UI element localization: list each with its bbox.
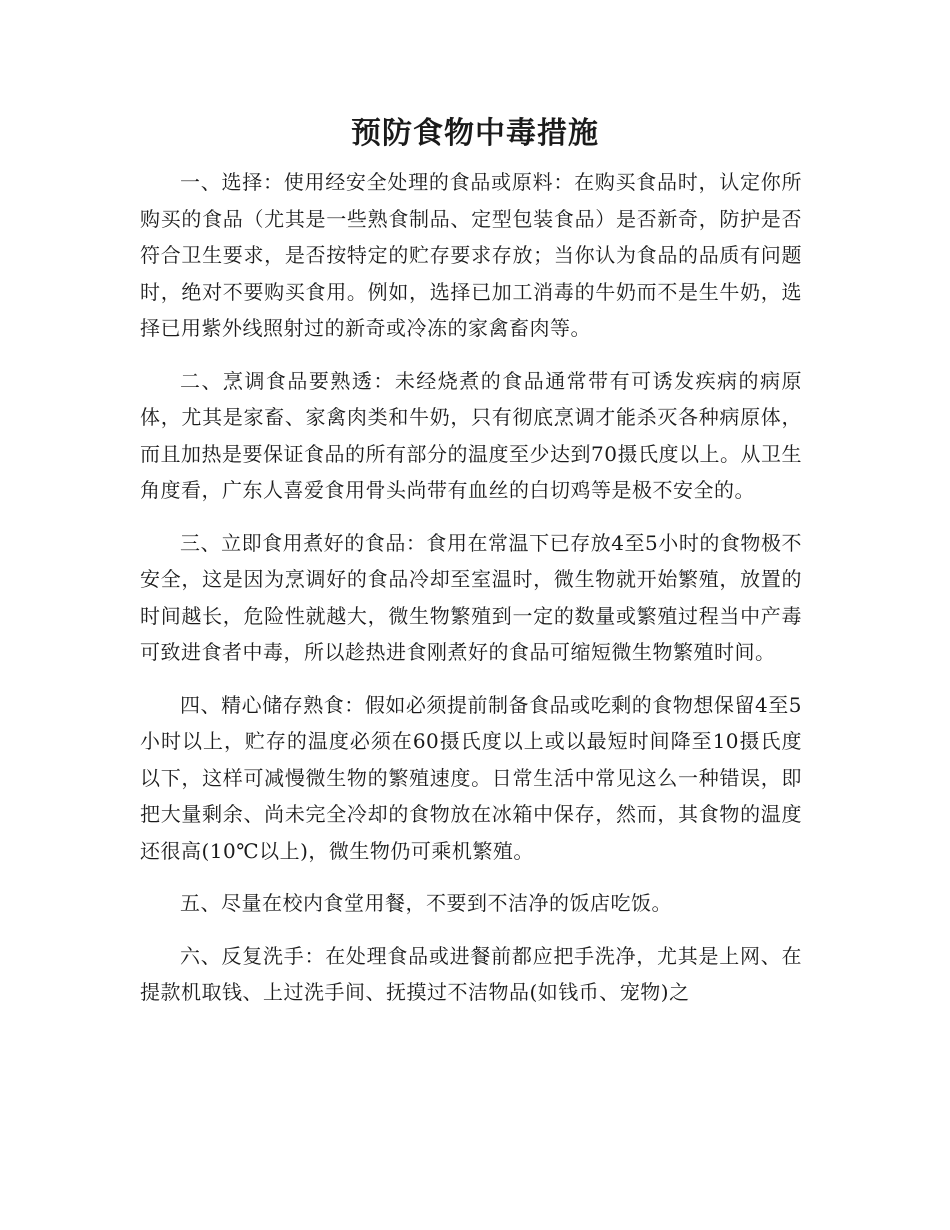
document-body — [140, 164, 802, 1011]
paragraph-spacer — [140, 509, 802, 525]
paragraph-4: 四、精心储存熟食：假如必须提前制备食品或吃剩的食物想保留4至5小时以上，贮存的温度必须在60摄氏度以上或以最短时间降至10摄氏度以下，这样可减慢微生物的繁殖速度。日常生活中常见这么一种错误，即把大量剩余、尚未完全冷却的食物放在冰箱中保存，然而，其食物的温度还很高(10℃以上)，微生物仍可乘机繁殖。 — [140, 692, 802, 863]
paragraph-spacer — [140, 671, 802, 687]
paragraph-spacer — [140, 922, 802, 938]
paragraph-5: 五、尽量在校内食堂用餐，不要到不洁净的饭店吃饭。 — [180, 891, 672, 915]
paragraph-3: 三、立即食用煮好的食品：食用在常温下已存放4至5小时的食物极不安全，这是因为烹调好的食品冷却至室温时，微生物就开始繁殖，放置的时间越长，危险性就越大，微生物繁殖到一定的数量或繁殖过程当中产毒可致进食者中毒，所以趁热进食刚煮好的食品可缩短微生物繁殖时间。 — [140, 530, 802, 664]
paragraph-spacer — [140, 347, 802, 363]
paragraph-spacer — [140, 869, 802, 885]
paragraph-2: 二、烹调食品要熟透：未经烧煮的食品通常带有可诱发疾病的病原体，尤其是家畜、家禽肉类和牛奶，只有彻底烹调才能杀灭各种病原体，而且加热是要保证食品的所有部分的温度至少达到70摄氏度以上。从卫生角度看，广东人喜爱食用骨头尚带有血丝的白切鸡等是极不安全的。 — [140, 368, 802, 502]
document-title: 预防食物中毒措施 — [351, 116, 599, 151]
paragraph-6: 六、反复洗手：在处理食品或进餐前都应把手洗净，尤其是上网、在提款机取钱、上过洗手间、抚摸过不洁物品(如钱币、宠物)之 — [140, 943, 802, 1004]
paragraph-1: 一、选择：使用经安全处理的食品或原料：在购买食品时，认定你所购买的食品（尤其是一些熟食制品、定型包装食品）是否新奇，防护是否符合卫生要求，是否按特定的贮存要求存放；当你认为食品的品质有问题时，绝对不要购买食用。例如，选择已加工消毒的牛奶而不是生牛奶，选择已用紫外线照射过的新奇或冷冻的家禽畜肉等。 — [140, 170, 802, 340]
